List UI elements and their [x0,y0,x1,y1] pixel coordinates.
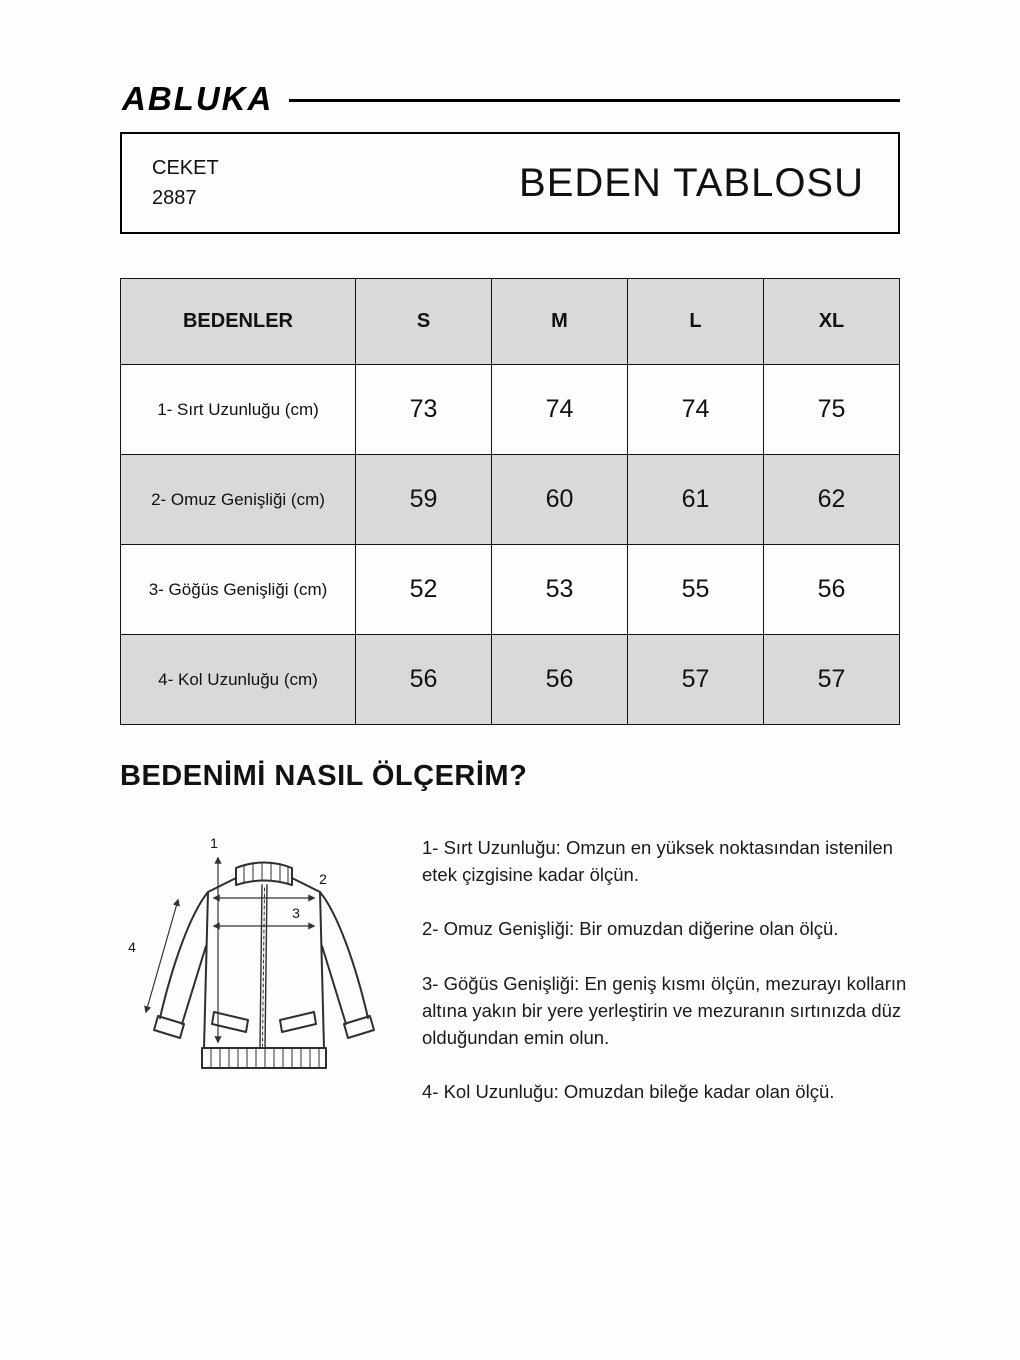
table-row [121,635,900,725]
table-row [121,455,900,545]
header-rule [289,99,900,102]
jacket-diagram [118,826,413,1126]
size-value: 74 [628,365,764,455]
size-value: 60 [492,455,628,545]
row-label: 1- Sırt Uzunluğu (cm) [121,365,356,455]
size-value: 73 [356,365,492,455]
col-header-bedenler: BEDENLER [121,279,356,365]
col-header-m: M [492,279,628,365]
size-value: 56 [492,635,628,725]
instruction-item: 2- Omuz Genişliği: Bir omuzdan diğerine olan ölçü. [422,918,839,940]
col-header-s: S [356,279,492,365]
size-value: 74 [492,365,628,455]
instruction-item: 4- Kol Uzunluğu: Omuzdan bileğe kadar olan ölçü. [422,1081,835,1103]
size-value: 56 [356,635,492,725]
size-value: 59 [356,455,492,545]
size-value: 57 [764,635,900,725]
col-header-xl: XL [764,279,900,365]
col-header-l: L [628,279,764,365]
size-value: 53 [492,545,628,635]
table-row [121,545,900,635]
brand-logo: ABLUKA [122,80,274,117]
product-type: CEKET [152,157,219,179]
measurement-label-2: 2 [319,871,327,887]
jacket-illustration [118,826,413,1126]
instruction-item: 1- Sırt Uzunluğu: Omzun en yüksek noktasından istenilen etek çizgisine kadar ölçün. [422,837,893,886]
table-row [121,365,900,455]
row-label: 3- Göğüs Genişliği (cm) [121,545,356,635]
size-value: 52 [356,545,492,635]
header [122,80,900,118]
size-value: 61 [628,455,764,545]
size-chart-title: BEDEN TABLOSU [519,160,864,205]
measurement-label-4: 4 [128,939,136,955]
size-value: 55 [628,545,764,635]
row-label: 4- Kol Uzunluğu (cm) [121,635,356,725]
size-value: 62 [764,455,900,545]
measure-instructions [422,834,908,1132]
product-meta [152,153,219,213]
size-value: 75 [764,365,900,455]
size-value: 56 [764,545,900,635]
row-label: 2- Omuz Genişliği (cm) [121,455,356,545]
measurement-label-1: 1 [210,835,218,851]
size-table [120,278,900,725]
instruction-item: 3- Göğüs Genişliği: En geniş kısmı ölçün, mezurayı kolların altına yakın bir yere yerleştirin ve mezuranın sırtınızda düz olduğundan emin olun. [422,972,907,1048]
section-heading: BEDENİMİ NASIL ÖLÇERİM? [120,760,528,792]
title-box [120,132,900,234]
product-code: 2887 [152,187,197,209]
table-header-row [121,279,900,365]
measurement-label-3: 3 [292,905,300,921]
size-value: 57 [628,635,764,725]
